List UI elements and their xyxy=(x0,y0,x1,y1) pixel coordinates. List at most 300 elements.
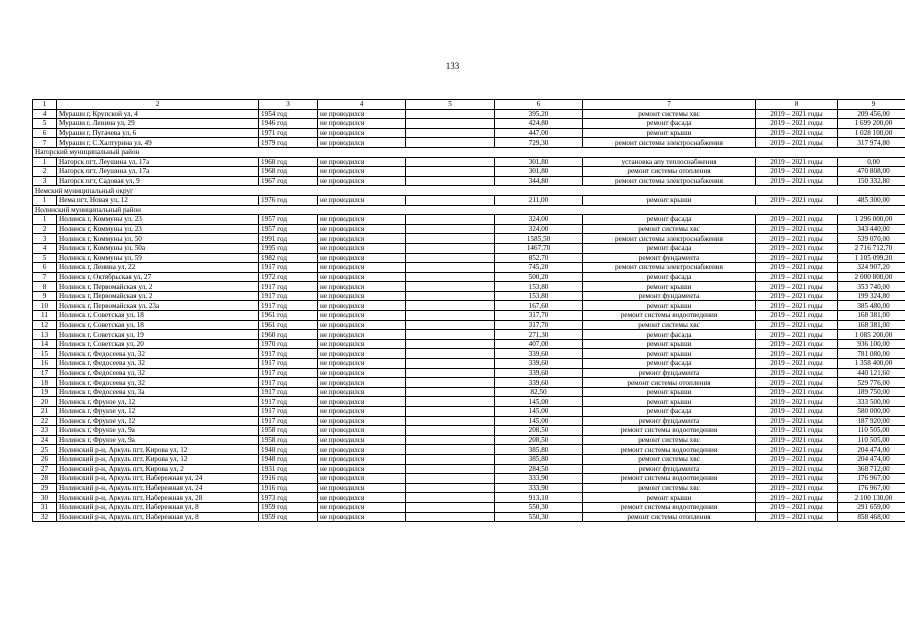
area-cell: 317,70 xyxy=(495,311,583,321)
cost-cell: 187 920,00 xyxy=(838,416,905,426)
table-row xyxy=(33,291,905,301)
last-repair-cell: не проводился xyxy=(318,195,406,205)
empty-cell xyxy=(406,253,495,263)
work-type-cell: установка апу теплоснабжения xyxy=(583,157,756,167)
row-number: 27 xyxy=(33,464,57,474)
build-year-cell: 1916 год xyxy=(259,474,318,484)
address-cell: Нолинский р-н, Аркуль пгт, Набережная ул, 8 xyxy=(57,502,259,512)
row-number: 32 xyxy=(33,512,57,522)
period-cell: 2019 – 2021 годы xyxy=(756,243,838,253)
address-cell: Нагорск пгт, Садовая ул, 9 xyxy=(57,176,259,186)
last-repair-cell: не проводился xyxy=(318,493,406,503)
empty-cell xyxy=(406,157,495,167)
cost-cell: 470 808,00 xyxy=(838,167,905,177)
table-row xyxy=(33,311,905,321)
last-repair-cell: не проводился xyxy=(318,387,406,397)
column-number: 8 xyxy=(756,100,838,110)
last-repair-cell: не проводился xyxy=(318,272,406,282)
address-cell: Мурашн г, С.Халтурина ул, 49 xyxy=(57,138,259,148)
cost-cell: 936 100,00 xyxy=(838,339,905,349)
build-year-cell: 1976 год xyxy=(259,195,318,205)
area-cell: 407,00 xyxy=(495,339,583,349)
work-type-cell: ремонт крыши xyxy=(583,128,756,138)
cost-cell: 324 907,20 xyxy=(838,263,905,273)
table-body xyxy=(33,100,905,522)
row-number: 28 xyxy=(33,474,57,484)
table-row xyxy=(33,320,905,330)
area-cell: 500,20 xyxy=(495,272,583,282)
work-type-cell: ремонт системы водоотведения xyxy=(583,311,756,321)
table-row xyxy=(33,445,905,455)
row-number: 15 xyxy=(33,349,57,359)
row-number: 8 xyxy=(33,282,57,292)
table-row xyxy=(33,195,905,205)
build-year-cell: 1917 год xyxy=(259,301,318,311)
table-row xyxy=(33,493,905,503)
empty-cell xyxy=(406,502,495,512)
work-type-cell: ремонт фундамента xyxy=(583,253,756,263)
area-cell: 145,00 xyxy=(495,407,583,417)
address-cell: Нолинск г, Советская ул, 18 xyxy=(57,311,259,321)
period-cell: 2019 – 2021 годы xyxy=(756,407,838,417)
table-row xyxy=(33,359,905,369)
cost-cell: 291 659,00 xyxy=(838,502,905,512)
row-number: 31 xyxy=(33,502,57,512)
empty-cell xyxy=(406,167,495,177)
build-year-cell: 1916 год xyxy=(259,483,318,493)
work-type-cell: ремонт фундамента xyxy=(583,368,756,378)
row-number: 26 xyxy=(33,454,57,464)
period-cell: 2019 – 2021 годы xyxy=(756,349,838,359)
cost-cell: 440 121,60 xyxy=(838,368,905,378)
table-row xyxy=(33,502,905,512)
cost-cell: 168 381,00 xyxy=(838,320,905,330)
column-number: 2 xyxy=(57,100,259,110)
section-heading-row xyxy=(33,147,905,157)
period-cell: 2019 – 2021 годы xyxy=(756,339,838,349)
work-type-cell: ремонт системы отопления xyxy=(583,378,756,388)
build-year-cell: 1982 год xyxy=(259,253,318,263)
build-year-cell: 1971 год xyxy=(259,128,318,138)
empty-cell xyxy=(406,349,495,359)
period-cell: 2019 – 2021 годы xyxy=(756,234,838,244)
table-row xyxy=(33,157,905,167)
cost-cell: 110 505,00 xyxy=(838,426,905,436)
address-cell: Мурашн г, Крупской ул, 4 xyxy=(57,109,259,119)
area-cell: 208,50 xyxy=(495,435,583,445)
work-type-cell: ремонт фундамента xyxy=(583,416,756,426)
row-number: 12 xyxy=(33,320,57,330)
work-type-cell: ремонт системы хвс xyxy=(583,320,756,330)
last-repair-cell: не проводился xyxy=(318,464,406,474)
build-year-cell: 1917 год xyxy=(259,263,318,273)
row-number: 30 xyxy=(33,493,57,503)
build-year-cell: 1948 год xyxy=(259,445,318,455)
table-row xyxy=(33,301,905,311)
address-cell: Нолинск г, Первомайская ул, 2 xyxy=(57,291,259,301)
address-cell: Нагорск пгт, Леушина ул, 17а xyxy=(57,157,259,167)
address-cell: Нолинск г, Коммуны ул, 23 xyxy=(57,224,259,234)
empty-cell xyxy=(406,243,495,253)
empty-cell xyxy=(406,224,495,234)
cost-cell: 0,00 xyxy=(838,157,905,167)
build-year-cell: 1973 год xyxy=(259,493,318,503)
row-number: 3 xyxy=(33,234,57,244)
empty-cell xyxy=(406,263,495,273)
address-cell: Нолинский р-н, Аркуль пгт, Набережная ул, 24 xyxy=(57,474,259,484)
build-year-cell: 1917 год xyxy=(259,359,318,369)
row-number: 6 xyxy=(33,263,57,273)
area-cell: 153,80 xyxy=(495,291,583,301)
empty-cell xyxy=(406,272,495,282)
period-cell: 2019 – 2021 годы xyxy=(756,474,838,484)
work-type-cell: ремонт крыши xyxy=(583,195,756,205)
cost-cell: 317 974,80 xyxy=(838,138,905,148)
work-type-cell: ремонт крыши xyxy=(583,282,756,292)
period-cell: 2019 – 2021 годы xyxy=(756,330,838,340)
period-cell: 2019 – 2021 годы xyxy=(756,426,838,436)
cost-cell: 539 070,00 xyxy=(838,234,905,244)
work-type-cell: ремонт крыши xyxy=(583,397,756,407)
cost-cell: 176 967,00 xyxy=(838,483,905,493)
table-row xyxy=(33,109,905,119)
empty-cell xyxy=(406,176,495,186)
build-year-cell: 1917 год xyxy=(259,291,318,301)
cost-cell: 168 381,00 xyxy=(838,311,905,321)
period-cell: 2019 – 2021 годы xyxy=(756,291,838,301)
last-repair-cell: не проводился xyxy=(318,378,406,388)
table-row xyxy=(33,435,905,445)
empty-cell xyxy=(406,291,495,301)
address-cell: Нолинский р-н, Аркуль пгт, Набережная ул, 24 xyxy=(57,483,259,493)
cost-cell: 368 712,00 xyxy=(838,464,905,474)
work-type-cell: ремонт системы хвс xyxy=(583,109,756,119)
table-row xyxy=(33,282,905,292)
build-year-cell: 1991 год xyxy=(259,234,318,244)
work-type-cell: ремонт крыши xyxy=(583,339,756,349)
work-type-cell: ремонт системы хвс xyxy=(583,483,756,493)
area-cell: 395,20 xyxy=(495,109,583,119)
page-number: 133 xyxy=(445,61,460,71)
build-year-cell: 1979 год xyxy=(259,138,318,148)
area-cell: 324,00 xyxy=(495,224,583,234)
cost-cell: 199 324,80 xyxy=(838,291,905,301)
period-cell: 2019 – 2021 годы xyxy=(756,176,838,186)
build-year-cell: 1957 год xyxy=(259,215,318,225)
table-row xyxy=(33,243,905,253)
row-number: 1 xyxy=(33,157,57,167)
empty-cell xyxy=(406,493,495,503)
row-number: 18 xyxy=(33,378,57,388)
work-type-cell: ремонт крыши xyxy=(583,493,756,503)
table-row xyxy=(33,339,905,349)
row-number: 10 xyxy=(33,301,57,311)
area-cell: 1467,70 xyxy=(495,243,583,253)
empty-cell xyxy=(406,512,495,522)
period-cell: 2019 – 2021 годы xyxy=(756,119,838,129)
section-heading-row xyxy=(33,205,905,215)
build-year-cell: 1967 год xyxy=(259,176,318,186)
empty-cell xyxy=(406,128,495,138)
period-cell: 2019 – 2021 годы xyxy=(756,454,838,464)
work-type-cell: ремонт системы электроснабжения xyxy=(583,263,756,273)
build-year-cell: 1917 год xyxy=(259,407,318,417)
last-repair-cell: не проводился xyxy=(318,407,406,417)
empty-cell xyxy=(406,215,495,225)
cost-cell: 204 474,00 xyxy=(838,445,905,455)
last-repair-cell: не проводился xyxy=(318,167,406,177)
last-repair-cell: не проводился xyxy=(318,416,406,426)
empty-cell xyxy=(406,387,495,397)
area-cell: 745,20 xyxy=(495,263,583,273)
table-row xyxy=(33,263,905,273)
last-repair-cell: не проводился xyxy=(318,291,406,301)
period-cell: 2019 – 2021 годы xyxy=(756,435,838,445)
last-repair-cell: не проводился xyxy=(318,109,406,119)
column-number: 9 xyxy=(838,100,905,110)
table-row xyxy=(33,454,905,464)
row-number: 6 xyxy=(33,128,57,138)
last-repair-cell: не проводился xyxy=(318,445,406,455)
build-year-cell: 1968 год xyxy=(259,157,318,167)
period-cell: 2019 – 2021 годы xyxy=(756,397,838,407)
column-number: 1 xyxy=(33,100,57,110)
address-cell: Нолинский р-н, Аркуль пгт, Кирова ул, 12 xyxy=(57,454,259,464)
row-number: 4 xyxy=(33,109,57,119)
work-type-cell: ремонт системы хвс xyxy=(583,435,756,445)
row-number: 17 xyxy=(33,368,57,378)
last-repair-cell: не проводился xyxy=(318,157,406,167)
cost-cell: 189 750,00 xyxy=(838,387,905,397)
row-number: 16 xyxy=(33,359,57,369)
row-number: 21 xyxy=(33,407,57,417)
empty-cell xyxy=(406,339,495,349)
row-number: 1 xyxy=(33,195,57,205)
build-year-cell: 1931 год xyxy=(259,464,318,474)
address-cell: Нолинск г, Фрунзе ул, 12 xyxy=(57,416,259,426)
period-cell: 2019 – 2021 годы xyxy=(756,215,838,225)
last-repair-cell: не проводился xyxy=(318,512,406,522)
table-row xyxy=(33,167,905,177)
build-year-cell: 1948 год xyxy=(259,454,318,464)
build-year-cell: 1970 год xyxy=(259,339,318,349)
period-cell: 2019 – 2021 годы xyxy=(756,311,838,321)
empty-cell xyxy=(406,397,495,407)
column-number: 4 xyxy=(318,100,406,110)
address-cell: Нолинск г, Коммуны ул, 59 xyxy=(57,253,259,263)
address-cell: Нолинск г, Фрунзе ул, 12 xyxy=(57,397,259,407)
period-cell: 2019 – 2021 годы xyxy=(756,157,838,167)
period-cell: 2019 – 2021 годы xyxy=(756,445,838,455)
row-number: 29 xyxy=(33,483,57,493)
period-cell: 2019 – 2021 годы xyxy=(756,272,838,282)
build-year-cell: 1917 год xyxy=(259,368,318,378)
address-cell: Нолинск г, Коммуны ул, 50а xyxy=(57,243,259,253)
work-type-cell: ремонт системы электроснабжения xyxy=(583,176,756,186)
period-cell: 2019 – 2021 годы xyxy=(756,195,838,205)
work-type-cell: ремонт системы электроснабжения xyxy=(583,138,756,148)
work-type-cell: ремонт системы отопления xyxy=(583,167,756,177)
work-type-cell: ремонт фасада xyxy=(583,359,756,369)
area-cell: 913,10 xyxy=(495,493,583,503)
work-type-cell: ремонт системы хвс xyxy=(583,224,756,234)
table-row xyxy=(33,272,905,282)
area-cell: 385,80 xyxy=(495,454,583,464)
work-type-cell: ремонт фасада xyxy=(583,119,756,129)
column-number: 6 xyxy=(495,100,583,110)
area-cell: 153,80 xyxy=(495,282,583,292)
address-cell: Нолинск г, Федосеева ул, 32 xyxy=(57,378,259,388)
empty-cell xyxy=(406,195,495,205)
cost-cell: 858 468,00 xyxy=(838,512,905,522)
column-number-row xyxy=(33,100,905,110)
address-cell: Нолинск г, Советская ул, 20 xyxy=(57,339,259,349)
area-cell: 284,50 xyxy=(495,464,583,474)
table-row xyxy=(33,397,905,407)
area-cell: 208,50 xyxy=(495,426,583,436)
row-number: 2 xyxy=(33,167,57,177)
build-year-cell: 1972 год xyxy=(259,272,318,282)
cost-cell: 1 028 100,00 xyxy=(838,128,905,138)
address-cell: Мурашн г, Пугачева ул, 6 xyxy=(57,128,259,138)
address-cell: Нолинск г, Федосеева ул, 32 xyxy=(57,359,259,369)
empty-cell xyxy=(406,474,495,484)
table-row xyxy=(33,138,905,148)
row-number: 19 xyxy=(33,387,57,397)
empty-cell xyxy=(406,138,495,148)
last-repair-cell: не проводился xyxy=(318,330,406,340)
build-year-cell: 1958 год xyxy=(259,435,318,445)
build-year-cell: 1957 год xyxy=(259,224,318,234)
work-type-cell: ремонт крыши xyxy=(583,349,756,359)
last-repair-cell: не проводился xyxy=(318,426,406,436)
table-row xyxy=(33,407,905,417)
cost-cell: 529 776,00 xyxy=(838,378,905,388)
period-cell: 2019 – 2021 годы xyxy=(756,253,838,263)
last-repair-cell: не проводился xyxy=(318,215,406,225)
last-repair-cell: не проводился xyxy=(318,474,406,484)
work-type-cell: ремонт фасада xyxy=(583,272,756,282)
column-number: 3 xyxy=(259,100,318,110)
address-cell: Нолинск г, Фрунзе ул, 12 xyxy=(57,407,259,417)
build-year-cell: 1917 год xyxy=(259,387,318,397)
work-type-cell: ремонт фундамента xyxy=(583,291,756,301)
table-row xyxy=(33,128,905,138)
work-type-cell: ремонт крыши xyxy=(583,387,756,397)
empty-cell xyxy=(406,445,495,455)
last-repair-cell: не проводился xyxy=(318,311,406,321)
address-cell: Нолинский р-н, Аркуль пгт, Кирова ул, 12 xyxy=(57,445,259,455)
row-number: 13 xyxy=(33,330,57,340)
last-repair-cell: не проводился xyxy=(318,320,406,330)
build-year-cell: 1917 год xyxy=(259,416,318,426)
address-cell: Нагорск пгт, Леушина ул, 17а xyxy=(57,167,259,177)
address-cell: Нолинск г, Фрунзе ул, 9а xyxy=(57,426,259,436)
area-cell: 447,00 xyxy=(495,128,583,138)
period-cell: 2019 – 2021 годы xyxy=(756,138,838,148)
area-cell: 301,80 xyxy=(495,167,583,177)
period-cell: 2019 – 2021 годы xyxy=(756,483,838,493)
address-cell: Нолинский р-н, Аркуль пгт, Набережная ул, 28 xyxy=(57,493,259,503)
work-type-cell: ремонт системы водоотведения xyxy=(583,445,756,455)
build-year-cell: 1954 год xyxy=(259,109,318,119)
period-cell: 2019 – 2021 годы xyxy=(756,224,838,234)
last-repair-cell: не проводился xyxy=(318,368,406,378)
work-type-cell: ремонт фасада xyxy=(583,215,756,225)
address-cell: Нолинск г, Первомайская ул, 23а xyxy=(57,301,259,311)
table-row xyxy=(33,349,905,359)
address-cell: Нема пгт, Новая ул, 12 xyxy=(57,195,259,205)
period-cell: 2019 – 2021 годы xyxy=(756,282,838,292)
last-repair-cell: не проводился xyxy=(318,224,406,234)
period-cell: 2019 – 2021 годы xyxy=(756,109,838,119)
row-number: 11 xyxy=(33,311,57,321)
build-year-cell: 1960 год xyxy=(259,330,318,340)
table-row xyxy=(33,378,905,388)
repair-schedule-table xyxy=(32,99,905,522)
section-heading: Немский муниципальный округ xyxy=(33,186,905,196)
last-repair-cell: не проводился xyxy=(318,176,406,186)
build-year-cell: 1958 год xyxy=(259,426,318,436)
area-cell: 550,30 xyxy=(495,502,583,512)
area-cell: 344,80 xyxy=(495,176,583,186)
area-cell: 145,00 xyxy=(495,397,583,407)
work-type-cell: ремонт системы электроснабжения xyxy=(583,234,756,244)
empty-cell xyxy=(406,119,495,129)
row-number: 2 xyxy=(33,224,57,234)
period-cell: 2019 – 2021 годы xyxy=(756,368,838,378)
table-row xyxy=(33,330,905,340)
area-cell: 339,60 xyxy=(495,378,583,388)
build-year-cell: 1961 год xyxy=(259,320,318,330)
last-repair-cell: не проводился xyxy=(318,234,406,244)
cost-cell: 1 296 000,00 xyxy=(838,215,905,225)
area-cell: 333,90 xyxy=(495,474,583,484)
period-cell: 2019 – 2021 годы xyxy=(756,359,838,369)
table-row xyxy=(33,474,905,484)
address-cell: Нолинск г, Федосеева ул, 32 xyxy=(57,349,259,359)
empty-cell xyxy=(406,378,495,388)
address-cell: Нолинск г, Федосеева ул, 3а xyxy=(57,387,259,397)
section-heading-row xyxy=(33,186,905,196)
empty-cell xyxy=(406,426,495,436)
period-cell: 2019 – 2021 годы xyxy=(756,464,838,474)
cost-cell: 343 440,00 xyxy=(838,224,905,234)
row-number: 1 xyxy=(33,215,57,225)
table-row xyxy=(33,426,905,436)
address-cell: Нолинск г, Ленина ул, 22 xyxy=(57,263,259,273)
area-cell: 385,80 xyxy=(495,445,583,455)
table-row xyxy=(33,416,905,426)
last-repair-cell: не проводился xyxy=(318,483,406,493)
area-cell: 339,60 xyxy=(495,368,583,378)
empty-cell xyxy=(406,109,495,119)
cost-cell: 1 085 200,00 xyxy=(838,330,905,340)
row-number: 4 xyxy=(33,243,57,253)
empty-cell xyxy=(406,311,495,321)
period-cell: 2019 – 2021 годы xyxy=(756,512,838,522)
area-cell: 339,60 xyxy=(495,349,583,359)
build-year-cell: 1917 год xyxy=(259,349,318,359)
last-repair-cell: не проводился xyxy=(318,263,406,273)
empty-cell xyxy=(406,407,495,417)
row-number: 24 xyxy=(33,435,57,445)
build-year-cell: 1946 год xyxy=(259,119,318,129)
area-cell: 339,60 xyxy=(495,359,583,369)
cost-cell: 1 699 200,00 xyxy=(838,119,905,129)
table-row xyxy=(33,215,905,225)
period-cell: 2019 – 2021 годы xyxy=(756,378,838,388)
